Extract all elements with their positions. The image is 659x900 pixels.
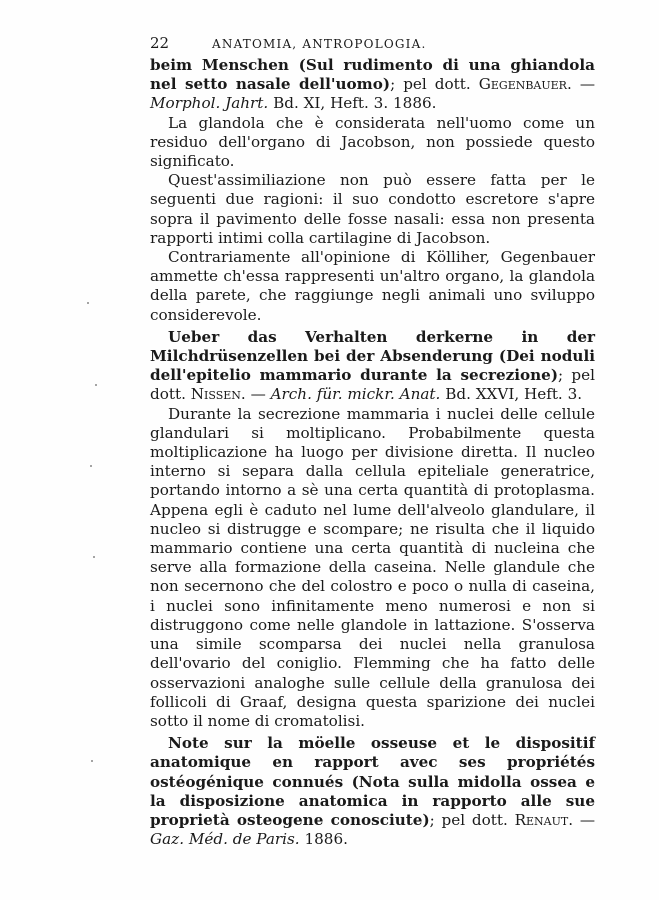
author-name: Renaut. xyxy=(514,810,574,829)
journal-name: Arch. für. mickr. Anat. xyxy=(270,385,441,404)
print-speck xyxy=(95,384,97,386)
entry-title: Note sur la möelle osseuse et le dispositif anatomique en rapport avec ses propriétés ostéogénique connués (Nota sulla midolla ossea e la disposizione anatomica in rapporto alle sue proprietà osteogene conosciute) xyxy=(150,734,595,829)
print-speck xyxy=(90,465,92,467)
citation-dash: — xyxy=(579,75,596,94)
print-speck xyxy=(93,556,95,558)
citation-dash: — xyxy=(250,385,266,404)
print-speck xyxy=(87,302,89,304)
running-head xyxy=(150,34,470,52)
print-speck xyxy=(91,760,93,762)
paragraph-4: Durante la secrezione mammaria i nuclei delle cellule glandulari si moltiplicano. Probabilmente questa moltiplicazione ha luogo per divisione diretta. Il nucleo interno si separa dalla cellula epiteliale generatrice, portando intorno a sè una certa quantità di protoplasma. Appena egli è caduto nel lume dell'alveolo glandulare, il nucleo si distrugge e scompare; ne risulta che il liquido mammario contiene una certa quantità di nucleina che serve alla formazione della caseina. Nelle glandule che non secernono che del colostro e poco o nulla di caseina, i nuclei sono infinitamente meno numerosi e non si distruggono come nelle glandole in lattazione. S'osserva una simile scomparsa dei nuclei nella granulosa dell'ovario del coniglio. Flemming che ha fatto delle osservazioni analoghe sulle cellule della granulosa dei follicoli di Graaf, designa questa sparizione dei nuclei sotto il nome di cromatolisi. xyxy=(150,404,595,730)
author-prefix: ; pel dott. xyxy=(150,366,596,404)
entry-gegenbauer xyxy=(150,56,595,114)
author-name: Nissen. xyxy=(190,385,246,404)
journal-name: Gaz. Méd. de Paris. xyxy=(150,830,300,849)
entry-title: Ueber das Verhalten derkerne in der Milchdrüsenzellen bei der Absenderung (Dei noduli dell'epitelio mammario durante la secrezione) xyxy=(150,327,595,385)
journal-volume: Bd. XXVI, Heft. 3. xyxy=(445,385,583,404)
paragraph-1: La glandola che è considerata nell'uomo come un residuo dell'organo di Jacobson, non possiede questo significato. xyxy=(150,113,595,171)
author-prefix: ; pel dott. xyxy=(390,75,471,94)
author-name: Gegenbauer. xyxy=(478,75,572,94)
page-number: 22 xyxy=(150,34,170,52)
journal-volume: 1886. xyxy=(304,830,348,849)
entry-renaut xyxy=(150,734,595,849)
entry-title: beim Menschen (Sul rudimento di una ghiandola nel setto nasale dell'uomo) xyxy=(150,56,595,94)
page-text xyxy=(150,56,595,849)
paragraph-2: Quest'assimiliazione non può essere fatta per le seguenti due ragioni: il suo condotto escretore s'apre sopra il pavimento delle fosse nasali: essa non presenta rapporti intimi colla cartilagine di Jacobson. xyxy=(150,171,595,247)
journal-volume: Bd. XI, Heft. 3. 1886. xyxy=(273,94,437,113)
citation-dash: — xyxy=(579,810,596,829)
journal-name: Morphol. Jahrt. xyxy=(150,94,269,113)
running-title: ANATOMIA, ANTROPOLOGIA. xyxy=(212,37,427,51)
author-prefix: ; pel dott. xyxy=(429,810,508,829)
entry-nissen xyxy=(150,328,595,405)
paragraph-3: Contrariamente all'opinione di Kölliher, Gegenbauer ammette ch'essa rappresenti un'altro organo, la glandola della parete, che raggiunge negli animali uno sviluppo considerevole. xyxy=(150,248,595,324)
